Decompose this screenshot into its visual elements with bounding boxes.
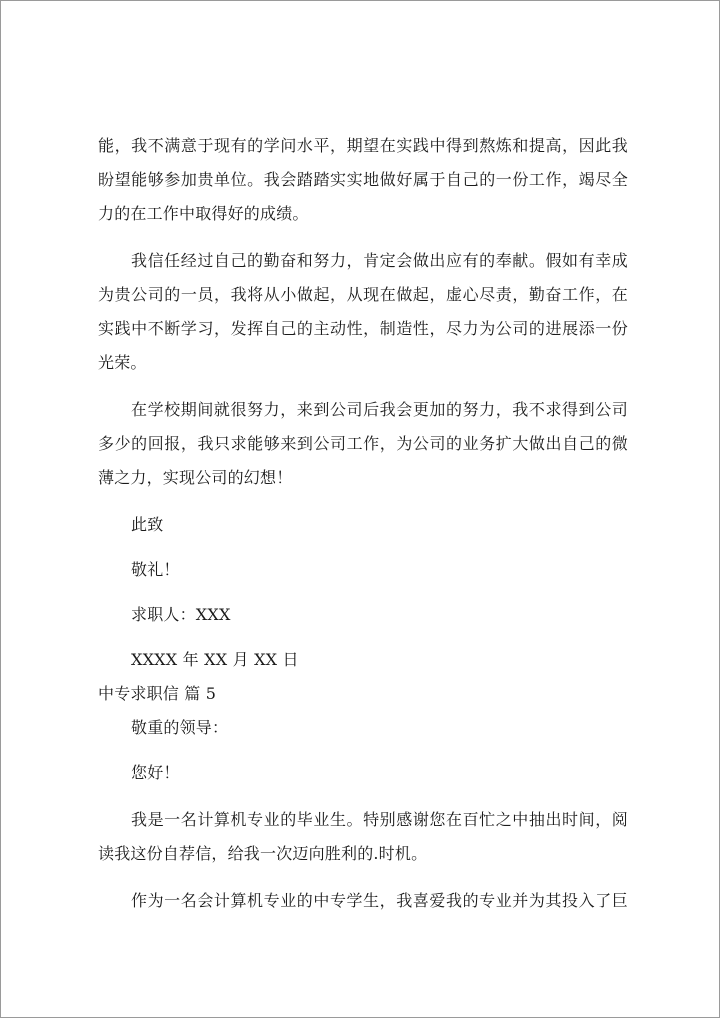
- paragraph-line: 薄之力，实现公司的幻想！: [98, 468, 293, 487]
- closing-line: 此致: [131, 515, 164, 534]
- salutation-line: 敬重的领导：: [131, 718, 229, 737]
- paragraph-line: 我是一名计算机专业的毕业生。特别感谢您在百忙之中抽出时间，阅: [131, 810, 628, 829]
- document-body: [98, 129, 628, 918]
- paragraph-line: 盼望能够参加贵单位。我会踏踏实实地做好属于自己的一份工作，竭尽全: [98, 170, 628, 189]
- paragraph-line: 我信任经过自己的勤奋和努力，肯定会做出应有的奉献。假如有幸成: [131, 251, 628, 270]
- paragraph-line: 能，我不满意于现有的学问水平，期望在实践中得到熬炼和提高，因此我: [98, 136, 628, 155]
- closing-line: 敬礼！: [131, 560, 180, 579]
- paragraph-line: 在学校期间就很努力，来到公司后我会更加的努力，我不求得到公司: [131, 400, 628, 419]
- paragraph-line: 实践中不断学习，发挥自己的主动性，制造性，尽力为公司的进展添一份: [98, 319, 628, 338]
- paragraph-line: 多少的回报，我只求能够来到公司工作，为公司的业务扩大做出自己的微: [98, 434, 628, 453]
- applicant-line: 求职人：XXX: [131, 605, 231, 624]
- greeting-line: 您好！: [131, 763, 180, 782]
- section-title: 中专求职信 篇 5: [98, 684, 217, 703]
- paragraph-line: 光荣。: [98, 353, 147, 372]
- date-line: XXXX 年 XX 月 XX 日: [131, 650, 299, 669]
- paragraph-line: 读我这份自荐信，给我一次迈向胜利的.时机。: [98, 844, 428, 863]
- paragraph-line: 作为一名会计算机专业的中专学生，我喜爱我的专业并为其投入了巨: [131, 891, 628, 910]
- paragraph-line: 力的在工作中取得好的成绩。: [98, 204, 309, 223]
- paragraph-line: 为贵公司的一员，我将从小做起，从现在做起，虚心尽责，勤奋工作，在: [98, 285, 628, 304]
